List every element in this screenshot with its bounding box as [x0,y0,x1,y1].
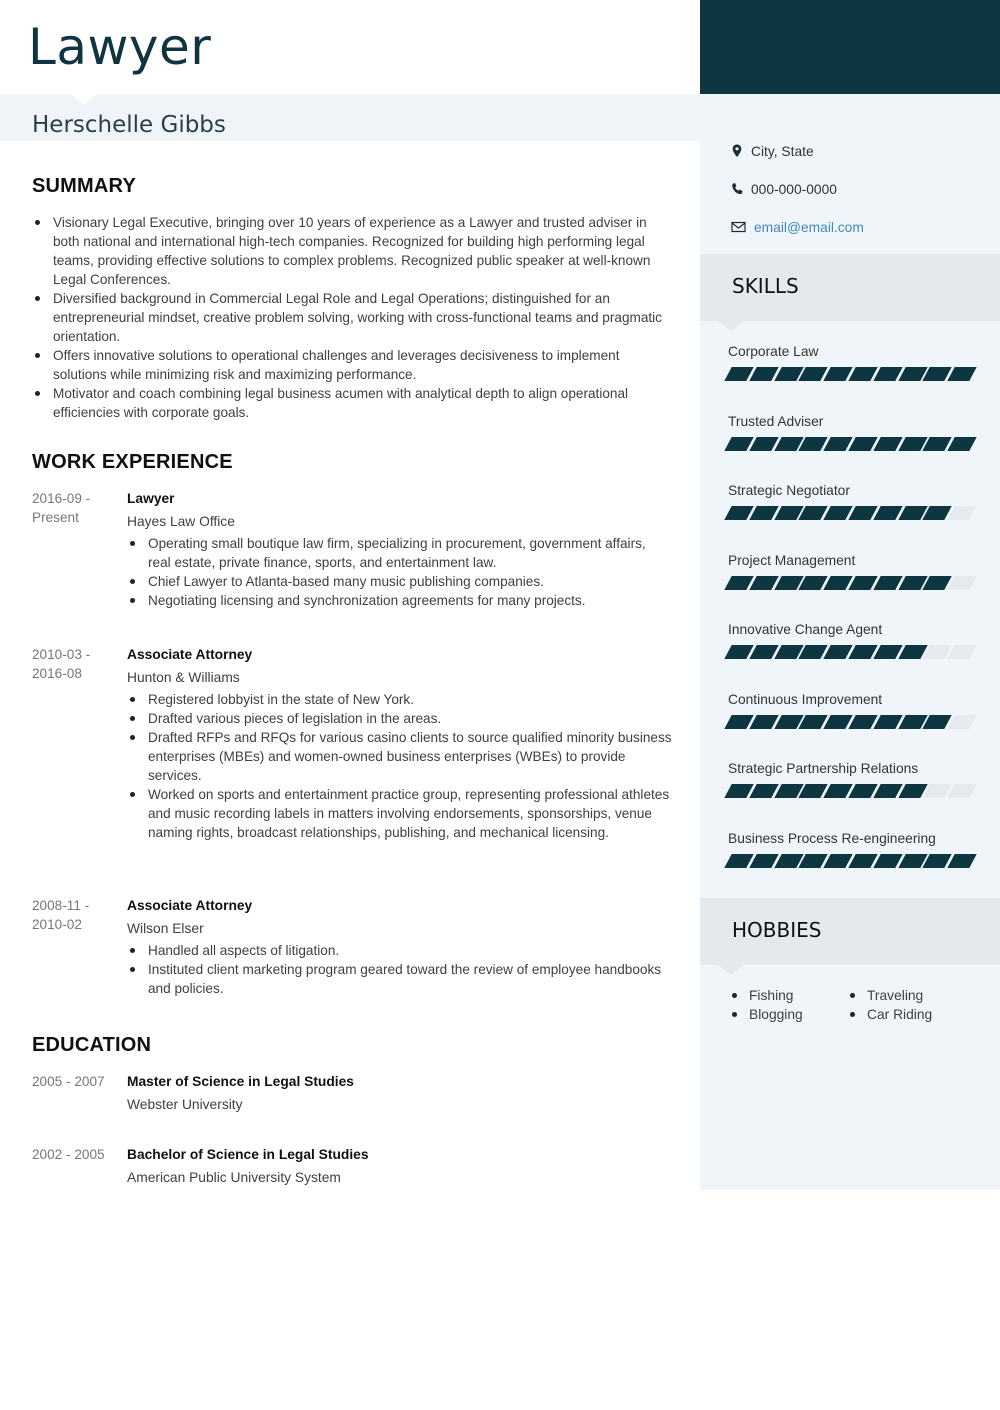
skill-name: Corporate Law [728,344,819,359]
hobbies-heading: HOBBIES [732,918,822,942]
skill-level-bar [728,437,973,451]
skill-level-segment [749,715,778,729]
skill-level-segment [947,645,976,659]
duty-item: Registered lobbyist in the state of New York. [127,690,672,709]
phone-text: 000-000-0000 [751,181,837,197]
skill-level-segment [947,506,976,520]
skill-item [728,482,973,520]
skills-band [700,254,1000,321]
hobbies-list [728,986,988,1024]
contact-location [731,141,814,161]
skill-level-bar [728,367,973,381]
skill-level-bar [728,715,973,729]
contact-email[interactable] [731,217,864,237]
degree: Bachelor of Science in Legal Studies [127,1147,369,1162]
skill-level-segment [724,576,753,590]
duty-item: Drafted various pieces of legislation in the areas. [127,709,672,728]
skill-item [728,552,973,590]
skill-level-segment [947,367,976,381]
candidate-name: Herschelle Gibbs [32,112,226,138]
job-role: Associate Attorney [127,647,253,662]
skill-name: Trusted Adviser [728,413,824,429]
employer: Wilson Elser [127,921,204,936]
duty-item: Instituted client marketing program geared toward the review of employee handbooks and policies. [127,960,672,998]
duty-item: Negotiating licensing and synchronization agreements for many projects. [127,591,672,610]
work-experience-heading: WORK EXPERIENCE [32,451,233,473]
summary-list [32,213,672,422]
contact-phone [731,179,837,199]
skill-level-segment [749,437,778,451]
summary-item: Offers innovative solutions to operational challenges and leverages decisiveness to implement solutions while minimizing risk and maximizing performance. [32,346,672,384]
date-start: 2016-09 - [32,491,91,506]
skill-name: Strategic Partnership Relations [728,761,919,776]
skill-level-bar [728,576,973,590]
skills-heading: SKILLS [732,274,799,298]
skill-level-segment [724,715,753,729]
duty-item: Worked on sports and entertainment practice group, representing professional athletes and music recording labels in matters involving endorsements, sponsorships, venue naming rights, broadcast relationships, publishing, and mechanical licensing. [127,785,672,842]
job-role: Lawyer [127,491,175,506]
location-text: City, State [751,143,814,159]
email-link[interactable]: email@email.com [754,219,864,235]
date-end: 2010-02 [32,917,82,932]
job-title: Lawyer [28,18,212,76]
skill-level-segment [873,576,902,590]
duties-list [127,690,672,842]
date-end: 2016-08 [32,666,82,681]
school: Webster University [127,1097,243,1112]
skill-level-segment [947,854,976,868]
job-role: Associate Attorney [127,898,253,913]
hobbies-band [700,898,1000,965]
map-pin-icon [731,144,743,158]
skill-level-segment [848,437,877,451]
skill-level-segment [873,715,902,729]
duty-item: Handled all aspects of litigation. [127,941,672,960]
employer: Hunton & Williams [127,670,240,685]
skill-item [728,621,973,659]
skill-item [728,343,973,381]
sidebar [700,0,1000,1190]
duty-item: Drafted RFPs and RFQs for various casino clients to source qualified minority business enterprises (MBEs) and women-owned business enterprises (WBEs) to provide services. [127,728,672,785]
work-dates [32,896,122,934]
school: American Public University System [127,1170,341,1185]
duty-item: Chief Lawyer to Atlanta-based many music publishing companies. [127,572,672,591]
skill-level-bar [728,854,973,868]
phone-icon [731,182,743,196]
employer: Hayes Law Office [127,514,235,529]
skill-name: Continuous Improvement [728,691,883,707]
summary-item: Motivator and coach combining legal business acumen with analytical depth to align operational efficiencies with corporate goals. [32,384,672,422]
skill-item [728,413,973,451]
skill-item [728,760,973,798]
skill-level-bar [728,645,973,659]
skill-level-bar [728,784,973,798]
summary-heading: SUMMARY [32,175,136,197]
skill-item [728,830,973,868]
hobby-item: Traveling [846,986,964,1005]
date-start: 2008-11 - [32,898,90,913]
hobby-item: Car Riding [846,1005,964,1024]
skill-level-segment [947,784,976,798]
summary-item: Visionary Legal Executive, bringing over 10 years of experience as a Lawyer and trusted adviser in both national and international high-tech companies. Recognized for building high performing legal teams, providing effective solutions to complex problems. Recognized public speaker at well-known Legal Conferences. [32,213,672,289]
skill-name: Business Process Re-engineering [728,830,936,846]
skill-level-segment [947,576,976,590]
skill-level-segment [724,854,753,868]
hobby-item: Fishing [728,986,846,1005]
date-end: Present [32,510,79,525]
skill-level-segment [947,437,976,451]
skill-level-segment [947,715,976,729]
skill-level-bar [728,506,973,520]
degree: Master of Science in Legal Studies [127,1074,354,1089]
duties-list [127,941,672,998]
skill-level-segment [749,576,778,590]
skill-level-segment [848,854,877,868]
duty-item: Operating small boutique law firm, specializing in procurement, government affairs, real estate, private finance, sports, and entertainment law. [127,534,672,572]
skill-name: Innovative Change Agent [728,622,883,637]
sidebar-header-block [700,0,1000,94]
skill-level-segment [848,715,877,729]
education-dates: 2005 - 2007 [32,1074,105,1089]
duties-list [127,534,672,610]
skill-level-segment [724,437,753,451]
education-heading: EDUCATION [32,1034,152,1056]
skill-name: Strategic Negotiator [728,483,850,498]
hobby-item: Blogging [728,1005,846,1024]
summary-item: Diversified background in Commercial Legal Role and Legal Operations; distinguished for an entrepreneurial mindset, creative problem solving, working with cross-functional teams and pragmatic orientation. [32,289,672,346]
date-start: 2010-03 - [32,647,91,662]
skill-level-segment [873,854,902,868]
skill-level-segment [848,576,877,590]
education-dates: 2002 - 2005 [32,1147,105,1162]
skill-level-segment [749,854,778,868]
work-dates [32,645,122,683]
work-dates [32,489,122,527]
skill-item [728,691,973,729]
envelope-icon [731,220,746,234]
skill-name: Project Management [728,552,856,568]
skill-level-segment [873,437,902,451]
